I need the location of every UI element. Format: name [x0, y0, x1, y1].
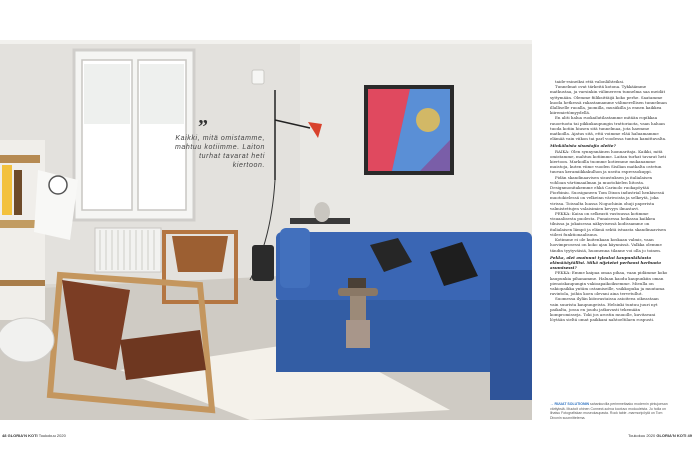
interior-photo: [0, 40, 532, 420]
page-number-right: 49: [687, 433, 692, 438]
article-paragraph: taide-esineiksi että valonlähteiksi.: [555, 79, 625, 84]
footer-left: [2, 433, 66, 438]
article-paragraph: Kotimme ei ole kuitenkaan koskaan valmis, vaan luovimprosessi on koko ajan käynnissä. Valkka olemme tändin tyytyväisiä, huomenna tilanne voi olla jo toinen.: [550, 237, 662, 253]
magazine-brand-left: GLORIA'N KOTI: [7, 433, 38, 438]
photo-caption: [550, 402, 672, 420]
issue-left: Toukokuu 2020: [38, 433, 66, 438]
article-paragraph: PEKKA: Kaisa on selkeasti vastuussa kotimme visuaalisesta puolesta. Punaisessa heikassa kaikkea tilnissa ja jokaisessa näkyvisessä kodissamme on italialaisen lämpö ja elämä sektä istuasta skandinaavisen viileei funktionaalisuus.: [550, 211, 666, 237]
magazine-brand-right: GLORIA'N KOTI: [656, 433, 687, 438]
page-number-left: 48: [2, 433, 7, 438]
article-paragraph: En aliti halua ruokailutilastamme mitään ropikkaa rauoetuota tai pikkukaupungin trattoriaota, vaan haluan tuoda kotiin hiusen sitä tunnelmaa, jota haemme matkoilla. Ajatus sitä, että voimme elää haluamamme elämää vain viikon tai parl voodessa tuntuu kamittavalta.: [550, 115, 667, 142]
caption-text: sahankuvilla perimmeltaako modernin pintujoesan värityksiä. Muutoit ohinen Connect-sohva kootuvo moduuleista. Ju holla on lihatsu Fotografiskan museokaupasta. Rock table -marmoripöytä on Tom Dixonin suunnittelema.: [550, 402, 668, 420]
article-paragraph: PEKKA: Emme kaipaa omaa pihaa, vaan pidämme koko kaupunkia pihanamme. Haluan kaodu kaupunkiin oman pienoiskaupungin vakioapaikoiksemme. Mieulla on vakiopaikka yntäm ostamiseille, vaikkopuka ja muutama ravintola, joihin koen olevani aina tervetullut.: [550, 270, 668, 297]
article-subheading: Minkälaista sisustajia olette?: [550, 143, 616, 149]
article-paragraph: Tunnelmat ovat tärkeitä kotona. Tykkäämme matkustaa, ja varsinkin välimereen tunnelma saa meidät syttymään. Olemme fiiliksittäijä koko perhe. Saatamme kuoda hetkessä rakastamamme välimerellisen tunnelman illalliselle ruoalla, juomilla, musiikilla ja ennen kaikkea kiiremietömyydellä.: [550, 84, 667, 116]
article-paragraph: RAIKA: Olen synnynnäinen luonnaritaja. Kaikki, mitä omistamme, mahtuu kotiimme. Laitan turhat tavarat heti kiertoon. Markoilla tuomme kotiemme mukanamme muistoja, kuten viime vuoden Sisilian matkalta ostetun tuuvan keramiikkakulhon ja useita espressokuppi.: [550, 148, 667, 175]
article-subheading: Pekka, olet asuinuut tyleaksi kaupunkikiasta elämääöytällisi. Mikä nijetetet perheosi herbuoto asumisessi?: [550, 254, 661, 271]
article-text-column: [550, 79, 668, 322]
issue-right: Toukokuu 2020: [628, 433, 656, 438]
footer-right: [628, 433, 692, 438]
caption-head: → RUUAT SOLUTIONIN: [550, 402, 590, 406]
article-paragraph: Suomessa ilylän kiönvastaissa asioiteea oikeastaan vain suurista kaupungeista. Helsinki tuntuu juuri nyt paikalta, jossa en joudu jatkuvasti tekemään kompromisseja. Toki jos arostin muuolle, kuvitavani löytään sieltä omat paikkani nahtoeltilaen rospusti.: [550, 296, 659, 323]
article-paragraph: Pidän skandinaavisen sisustuksen ja italialaisen vohloan värtimaailman ja muotokielen liitosta. Designmonitakemme ehkä Carinolo ruokapöytää Fiorbiniu. Suosiganeen Tom Dixon industrial henkisessä muotokielessä on velkeinn värivoista ja selkeytä, joka virissa. Toissalta luassa Noguchinin ohuji paperista valmistettujen valaisimien kevyys ilmastavt.: [550, 174, 665, 211]
pull-quote: Kaikki, mitä omistamme, mahtuu kotiimme. Laiton turhat tavarat heti kiertoon.: [174, 135, 265, 169]
quote-mark: ”: [198, 116, 208, 138]
